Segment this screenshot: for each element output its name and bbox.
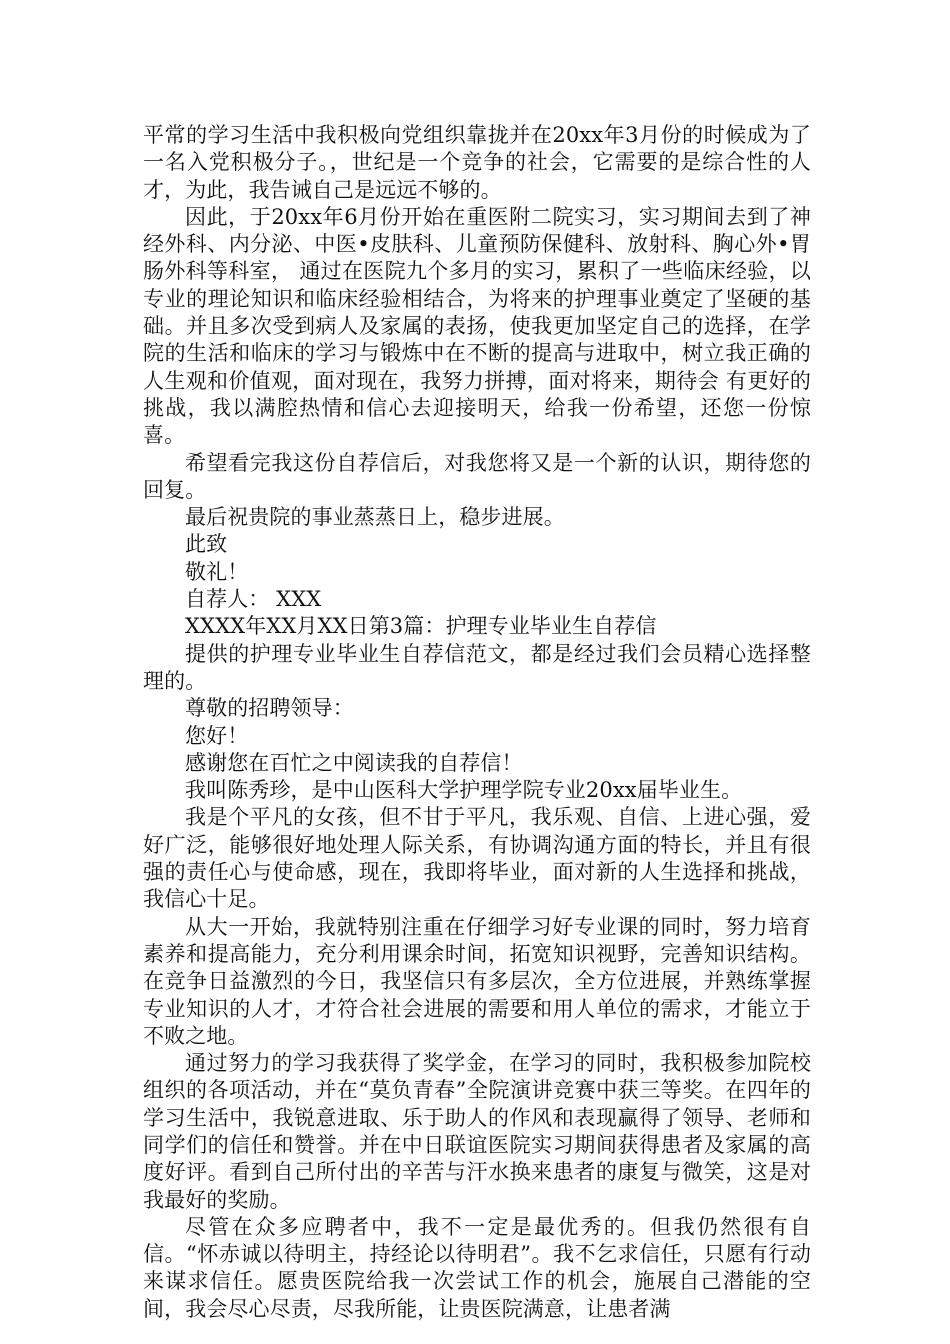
paragraph-study: 从大一开始，我就特别注重在仔细学习好专业课的同时，努力培育素养和提高能力，充分利用课余时间，拓宽知识视野，完善知识结构。在竞争日益激烈的今日，我坚信只有多层次，全方位进展，并熟练掌握专业知识的人才，才符合社会进展的需要和用人单位的需求，才能立于不败之地。 xyxy=(143,914,811,1048)
greeting-line: 尊敬的招聘领导： xyxy=(185,696,354,721)
paragraph-1: 平常的学习生活中我积极向党组织靠拢并在20xx年3月份的时候成为了一名入党积极分子。，世纪是一个竞争的社会，它需要的是综合性的人才，为此，我告诫自己是远远不够的。 xyxy=(143,123,811,202)
paragraph-personality: 我是个平凡的女孩，但不甘于平凡，我乐观、自信、上进心强，爱好广泛，能够很好地处理人际关系，有协调沟通方面的特长，并且有很强的责任心与使命感，现在，我即将毕业，面对新的人生选择和挑战，我信心十足。 xyxy=(143,805,811,912)
paragraph-achievements: 通过努力的学习我获得了奖学金，在学习的同时，我积极参加院校组织的各项活动，并在“莫负青春”全院演讲竞赛中获三等奖。在四年的学习生活中，我锐意进取、乐于助人的作风和表现赢得了领导、老师和同学们的信任和赞誉。并在中日联谊医院实习期间获得患者及家属的高度好评。看到自己所付出的辛苦与汗水换来患者的康复与微笑，这是对我最好的奖励。 xyxy=(143,1051,811,1212)
paragraph-intro: 提供的护理专业毕业生自荐信范文，都是经过我们会员精心选择整理的。 xyxy=(143,641,811,693)
self-intro-line: 我叫陈秀珍，是中山医科大学护理学院专业20xx届毕业生。 xyxy=(185,778,743,803)
paragraph-4: 最后祝贵院的事业蒸蒸日上，稳步进展。 xyxy=(185,505,565,530)
date-and-section-title: XXXX年XX月XX日第3篇：护理专业毕业生自荐信 xyxy=(185,614,657,639)
document-body xyxy=(143,122,811,1323)
paragraph-2: 因此，于20xx年6月份开始在重医附二院实习，实习期间去到了神经外科、内分泌、中医•皮肤科、儿童预防保健科、放射科、胸心外•胃肠外科等科室， 通过在医院九个多月的实习，累积了一些临床经验，以专业的理论知识和临床经验相结合，为将来的护理事业奠定了坚硬的基础。并且多次受到病人及家属的表扬，使我更加坚定自己的选择，在学院的生活和临床的学习与锻炼中在不断的提高与进取中，树立我正确的人生观和价值观，面对现在，我努力拼搏，面对将来，期待会 有更好的挑战，我以满腔热情和信心去迎接明天，给我一份希望，还您一份惊喜。 xyxy=(143,204,811,448)
thanks-line: 感谢您在百忙之中阅读我的自荐信！ xyxy=(185,750,523,775)
paragraph-3: 希望看完我这份自荐信后，对我您将又是一个新的认识，期待您的回复。 xyxy=(143,450,811,502)
signature-line: 自荐人： XXX xyxy=(185,587,322,612)
closing-respect: 敬礼！ xyxy=(185,559,249,584)
paragraph-confidence: 尽管在众多应聘者中，我不一定是最优秀的。但我仍然很有自信。“怀赤诚以待明主，持经论以待明君”。我不乞求信任，只愿有行动来谋求信任。愿贵医院给我一次尝试工作的机会，施展自己潜能的空间，我会尽心尽责，尽我所能，让贵医院满意，让患者满 xyxy=(143,1214,811,1321)
closing-salutation: 此致 xyxy=(185,532,228,557)
hello-line: 您好！ xyxy=(185,723,249,748)
